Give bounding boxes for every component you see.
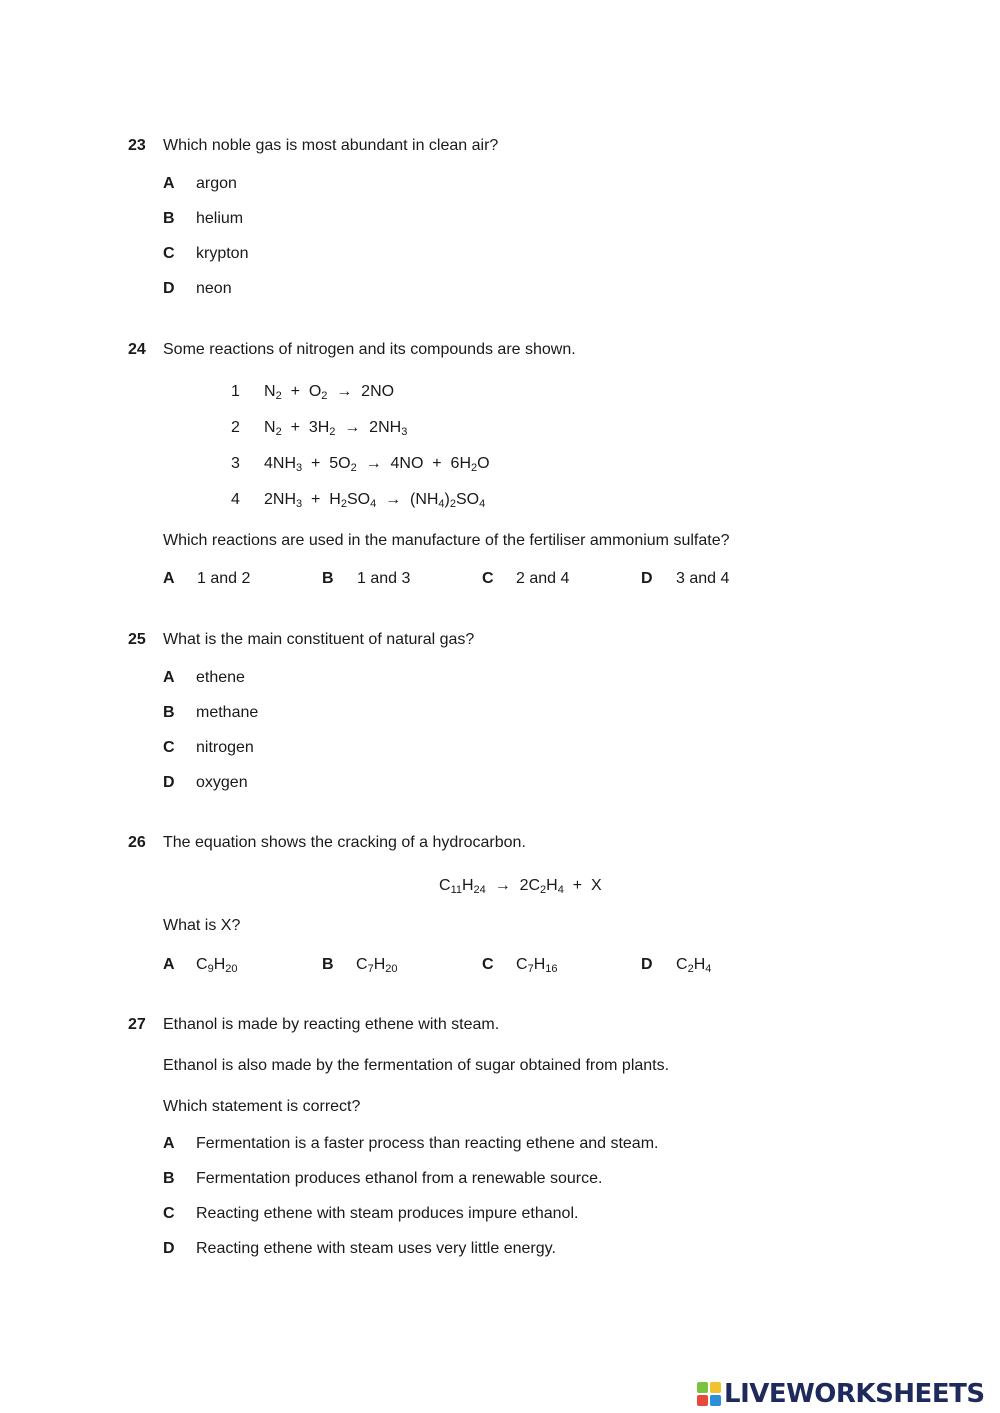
formula-text: H [373,956,386,973]
formula-text: N [264,419,276,436]
subscript: 2 [687,963,694,975]
formula-text: C [516,956,528,973]
q24-option-c-letter[interactable]: C [482,570,494,587]
subscript: 16 [545,963,558,975]
q27-option-b-letter[interactable]: B [163,1170,175,1187]
subscript: 2 [471,462,478,474]
formula-text: N [264,383,276,400]
subscript: 2 [275,390,282,402]
question-23-number: 23 [128,137,146,154]
formula-text: C [356,956,368,973]
reaction-2-index: 2 [231,419,240,436]
q23-option-b-letter[interactable]: B [163,210,175,227]
reaction-3-index: 3 [231,455,240,472]
subscript: 4 [705,963,712,975]
formula-text: SO [346,491,371,508]
question-26-prompt: What is X? [163,917,241,934]
subscript: 2 [340,498,347,510]
formula-text: H [693,956,706,973]
question-27-stem: Ethanol is made by reacting ethene with steam. [163,1016,500,1033]
q24-option-a-letter[interactable]: A [163,570,175,587]
subscript: 3 [296,462,303,474]
subscript: 4 [370,498,377,510]
subscript: 20 [225,963,238,975]
subscript: 7 [367,963,374,975]
liveworksheets-logo[interactable] [697,1379,985,1409]
formula-text: → 4NO + 6H [356,455,471,472]
formula-text: + O [281,383,322,400]
formula-text: SO [456,491,480,508]
liveworksheets-logo-text: LIVEWORKSHEETS [724,1379,985,1409]
q23-option-b-text[interactable]: helium [196,210,244,227]
q24-option-b-letter[interactable]: B [322,570,334,587]
subscript: 4 [557,884,564,896]
question-27-prompt: Which statement is correct? [163,1098,361,1115]
subscript: 2 [275,426,282,438]
q25-option-b-letter[interactable]: B [163,704,175,721]
reaction-4-equation [264,490,485,510]
q27-option-c-letter[interactable]: C [163,1205,175,1222]
q25-option-a-letter[interactable]: A [163,669,175,686]
formula-text: 4NH [264,455,297,472]
subscript: 3 [296,498,303,510]
logo-square-red [697,1395,708,1406]
question-27-number: 27 [128,1016,146,1033]
reaction-1-equation [264,382,394,402]
reaction-2-equation [264,418,407,438]
logo-square-blue [710,1395,721,1406]
subscript: 2 [350,462,357,474]
formula-text: → 2NO [327,383,395,400]
subscript: 2 [449,498,456,510]
reaction-1-index: 1 [231,383,240,400]
q27-option-c-text[interactable]: Reacting ethene with steam produces impure ethanol. [196,1205,579,1222]
q24-option-d-letter[interactable]: D [641,570,653,587]
formula-text: + 5O [302,455,351,472]
reaction-3-equation [264,454,490,474]
q25-option-d-text[interactable]: oxygen [196,774,248,791]
formula-text: C [196,956,208,973]
subscript: 24 [473,884,486,896]
q24-option-a-text[interactable]: 1 and 2 [197,570,251,587]
q26-option-d-formula[interactable] [676,955,711,975]
q26-option-b-formula[interactable] [356,955,398,975]
question-24-number: 24 [128,341,146,358]
q23-option-a-text[interactable]: argon [196,175,237,192]
q23-option-c-letter[interactable]: C [163,245,175,262]
formula-text: → (NH [376,491,439,508]
q26-option-a-formula[interactable] [196,955,238,975]
formula-text: H [533,956,546,973]
q25-option-b-text[interactable]: methane [196,704,259,721]
subscript: 20 [385,963,398,975]
q23-option-c-text[interactable]: krypton [196,245,249,262]
q27-option-d-text[interactable]: Reacting ethene with steam uses very little energy. [196,1240,556,1257]
q26-option-c-formula[interactable] [516,955,558,975]
q27-option-d-letter[interactable]: D [163,1240,175,1257]
subscript: 2 [321,390,328,402]
formula-text: + H [302,491,341,508]
formula-text: O [477,455,490,472]
question-27-stem-2: Ethanol is also made by the fermentation of sugar obtained from plants. [163,1057,670,1074]
q27-option-a-letter[interactable]: A [163,1135,175,1152]
formula-text: H [213,956,226,973]
formula-text: + X [563,877,602,894]
logo-square-green [697,1382,708,1393]
subscript: 9 [207,963,214,975]
q24-option-b-text[interactable]: 1 and 3 [357,570,411,587]
q27-option-b-text[interactable]: Fermentation produces ethanol from a renewable source. [196,1170,603,1187]
question-23-stem: Which noble gas is most abundant in clean air? [163,137,499,154]
cracking-equation [439,876,602,896]
liveworksheets-logo-icon [697,1382,721,1406]
q25-option-c-text[interactable]: nitrogen [196,739,254,756]
formula-text: 2NH [264,491,297,508]
subscript: 3 [401,426,408,438]
formula-text: → 2NH [335,419,402,436]
question-24-stem: Some reactions of nitrogen and its compounds are shown. [163,341,576,358]
q23-option-d-letter[interactable]: D [163,280,175,297]
formula-text: → 2C [485,877,541,894]
q26-option-d-letter[interactable]: D [641,956,653,973]
q26-option-b-letter[interactable]: B [322,956,334,973]
formula-text: C [676,956,688,973]
q26-option-a-letter[interactable]: A [163,956,175,973]
subscript: 2 [540,884,547,896]
formula-text: H [461,877,474,894]
q23-option-a-letter[interactable]: A [163,175,175,192]
formula-text: C [439,877,451,894]
logo-square-yellow [710,1382,721,1393]
formula-text: + 3H [281,419,330,436]
q25-option-c-letter[interactable]: C [163,739,175,756]
question-25-stem: What is the main constituent of natural gas? [163,631,475,648]
q27-option-a-text[interactable]: Fermentation is a faster process than reacting ethene and steam. [196,1135,659,1152]
subscript: 11 [450,884,462,896]
question-25-number: 25 [128,631,146,648]
q24-option-c-text[interactable]: 2 and 4 [516,570,570,587]
q24-option-d-text[interactable]: 3 and 4 [676,570,730,587]
formula-text: H [546,877,558,894]
question-24-prompt: Which reactions are used in the manufacture of the fertiliser ammonium sulfate? [163,532,730,549]
question-26-number: 26 [128,834,146,851]
q25-option-d-letter[interactable]: D [163,774,175,791]
subscript: 2 [329,426,336,438]
q26-option-c-letter[interactable]: C [482,956,494,973]
subscript: 4 [479,498,486,510]
q25-option-a-text[interactable]: ethene [196,669,245,686]
q23-option-d-text[interactable]: neon [196,280,232,297]
question-26-stem: The equation shows the cracking of a hydrocarbon. [163,834,526,851]
formula-text: ) [444,491,450,508]
subscript: 4 [438,498,445,510]
subscript: 7 [527,963,534,975]
reaction-4-index: 4 [231,491,240,508]
